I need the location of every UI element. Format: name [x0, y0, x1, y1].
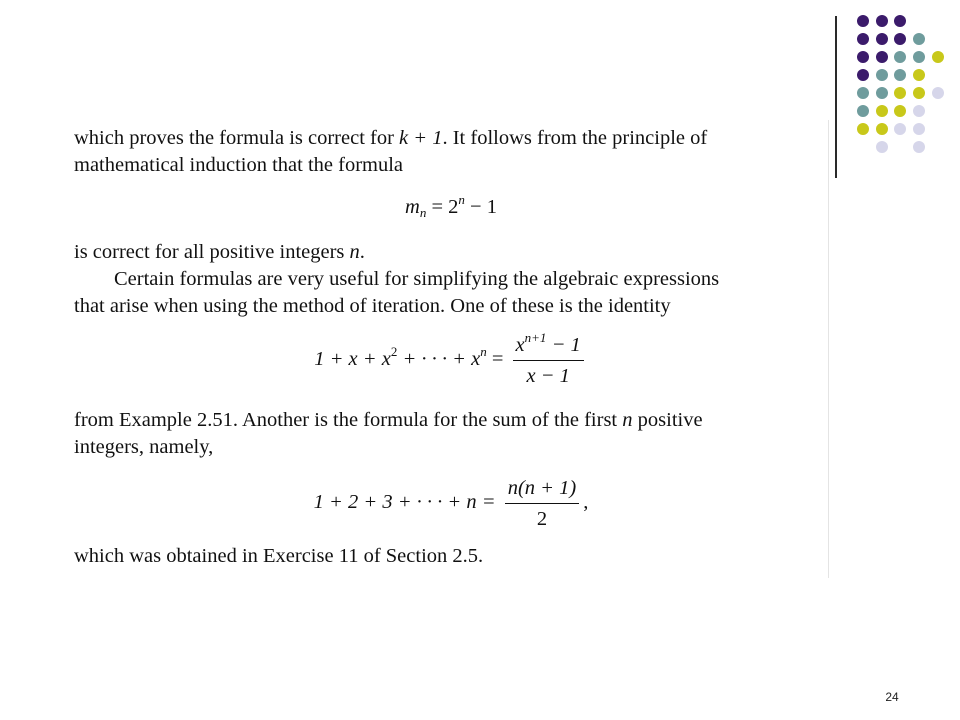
decor-dot: [857, 69, 869, 81]
paragraph-certain-formulas-line2: that arise when using the method of iteration. One of these is the identity: [74, 295, 671, 317]
decor-dot: [932, 87, 944, 99]
decor-dot: [913, 69, 925, 81]
decor-dot: [913, 33, 925, 45]
decor-dot: [857, 15, 869, 27]
decor-dot: [876, 51, 888, 63]
paragraph-induction-conclusion: [74, 124, 828, 152]
decor-dot: [857, 87, 869, 99]
decor-dot: [876, 87, 888, 99]
decorative-vertical-rule: [835, 16, 837, 178]
decor-dot: [876, 141, 888, 153]
decor-dot: [894, 87, 906, 99]
decor-dot: [876, 33, 888, 45]
paragraph-exercise-reference: which was obtained in Exercise 11 of Section 2.5.: [74, 545, 484, 567]
equation-integer-sum: 1 + 2 + 3 + · · · + n = $\frac{n(n + 1)}{2}$ ,: [313, 477, 589, 530]
decor-dot: [894, 105, 906, 117]
decor-dot: [894, 33, 906, 45]
fraction-integer-sum: $\frac{n(n + 1)}{2}$: [505, 475, 580, 532]
decor-dot: [857, 33, 869, 45]
equation-mn: $m_n = 2^n - 1$: [405, 192, 497, 220]
fraction-geometric: $\frac{x^{n+1} - 1}{x - 1}$: [513, 332, 584, 389]
paragraph-positive-integers: is correct for all positive integers n.: [74, 241, 365, 263]
decor-dot: [857, 105, 869, 117]
decor-dot: [894, 15, 906, 27]
decor-dot: [932, 51, 944, 63]
paragraph-example-line1: from Example 2.51. Another is the formula for the sum of the first n positive: [74, 409, 703, 431]
decor-dot: [913, 51, 925, 63]
decor-dot: [876, 69, 888, 81]
decor-dot: [894, 69, 906, 81]
decor-dot: [857, 51, 869, 63]
decor-dot: [913, 141, 925, 153]
paragraph-induction-line2: mathematical induction that the formula: [74, 154, 404, 176]
decorative-dot-grid: [852, 13, 948, 158]
text-segment: . It follows from the principle of: [442, 127, 708, 149]
decor-dot: [876, 105, 888, 117]
equation-geometric-sum: $1 + x + x^2$ + · · · + $x^n$ = $\frac{x^{n+1} - 1}{x - 1}$: [74, 332, 828, 389]
decor-dot: [894, 123, 906, 135]
decor-dot: [876, 15, 888, 27]
text-segment: which proves the formula is correct for: [74, 127, 394, 149]
decor-dot: [876, 123, 888, 135]
decor-dot: [913, 105, 925, 117]
decor-dot: [913, 123, 925, 135]
decor-dot: [913, 87, 925, 99]
decor-dot: [857, 123, 869, 135]
paragraph-certain-formulas-line1: Certain formulas are very useful for simplifying the algebraic expressions: [114, 268, 720, 290]
paragraph-example-line2: integers, namely,: [74, 436, 214, 458]
textbook-excerpt: [74, 120, 829, 578]
decor-dot: [894, 51, 906, 63]
page-number: 24: [885, 690, 899, 704]
math-inline-k-plus-1: k + 1: [399, 127, 443, 149]
